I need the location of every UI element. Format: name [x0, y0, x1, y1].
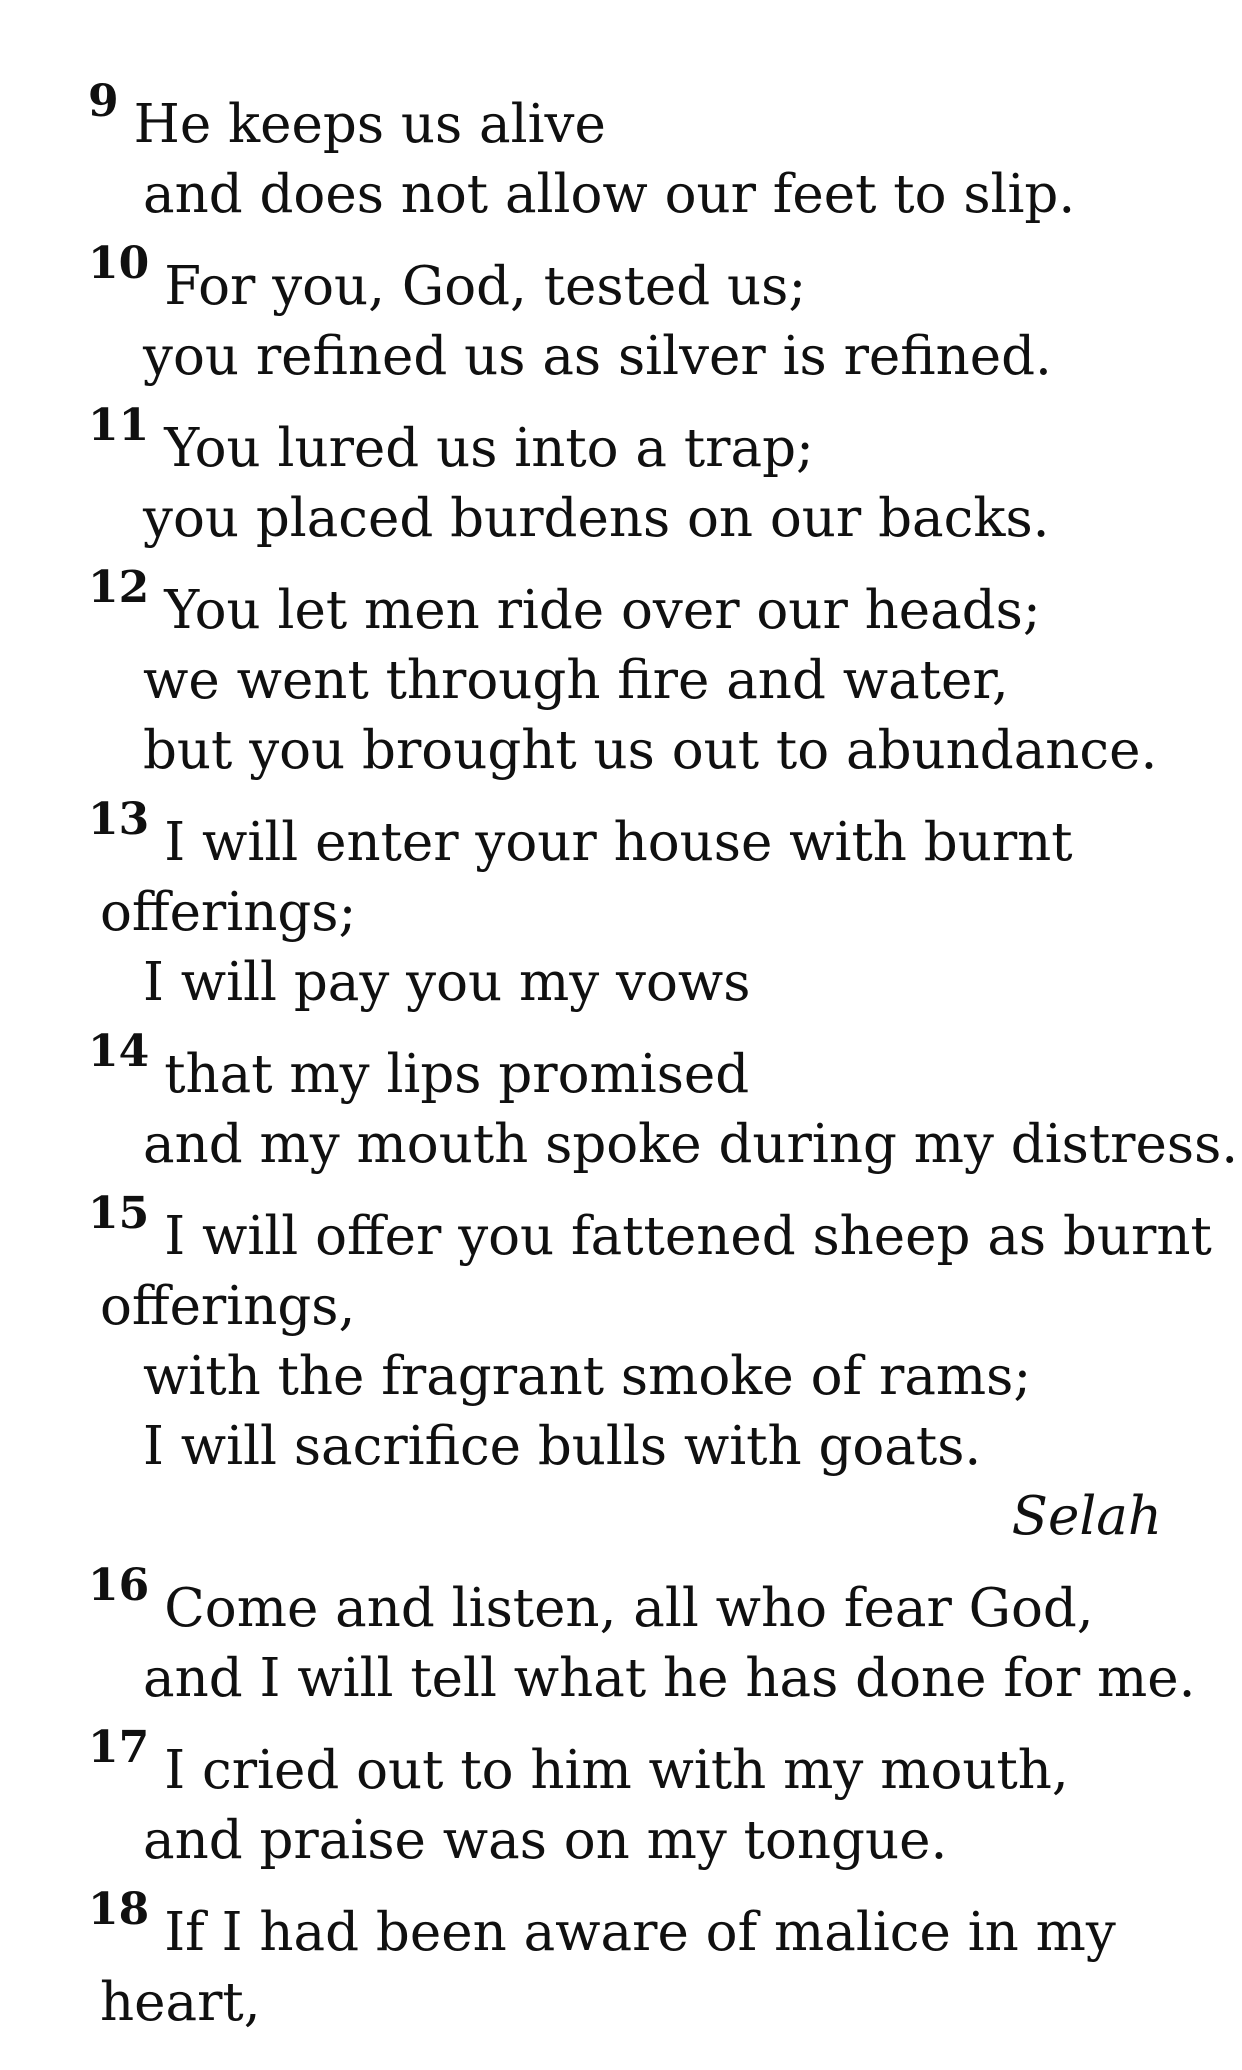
- verse: [0, 76, 1242, 230]
- verse-line: [0, 1968, 1242, 2038]
- verse-line-text: and praise was on my tongue.: [143, 1810, 948, 1871]
- verse-line: [0, 948, 1242, 1018]
- selah-marker: [0, 1482, 1242, 1552]
- verse-line: [0, 160, 1242, 230]
- verse-line-text: He keeps us alive: [133, 94, 606, 155]
- verse-line-text: I will pay you my vows: [143, 952, 751, 1013]
- verse-line-text: I will enter your house with burnt: [164, 812, 1073, 873]
- verse-line-text: but you brought us out to abundance.: [143, 720, 1158, 781]
- verse-line-text: I will offer you fattened sheep as burnt: [164, 1206, 1212, 1267]
- verse-line: [0, 484, 1242, 554]
- verse-line: 16 Come and listen, all who fear God,: [88, 1560, 1094, 1639]
- verse: [0, 1884, 1242, 2038]
- verse-line-text: I will sacrifice bulls with goats.: [143, 1416, 982, 1477]
- verse-line: [0, 1412, 1242, 1482]
- verse-line-text: we went through fire and water,: [143, 650, 1009, 711]
- verse-line-text: If I had been aware of malice in my: [164, 1902, 1116, 1963]
- verse-line-text: you placed burdens on our backs.: [143, 488, 1050, 549]
- verse-line: 18 If I had been aware of malice in my: [88, 1884, 1116, 1963]
- verse-line: [0, 646, 1242, 716]
- verse-line: 11 You lured us into a trap;: [88, 400, 814, 479]
- verse-line: 13 I will enter your house with burnt: [88, 794, 1073, 873]
- verse-line-text: and I will tell what he has done for me.: [143, 1648, 1196, 1709]
- verse-line: [0, 1272, 1242, 1342]
- verse: [0, 794, 1242, 1018]
- verse-line: 17 I cried out to him with my mouth,: [88, 1722, 1069, 1801]
- verse: [0, 400, 1242, 554]
- verse-line: 9 He keeps us alive: [88, 76, 606, 155]
- verse-line: 14 that my lips promised: [88, 1026, 750, 1105]
- verse: [0, 238, 1242, 392]
- verse: [0, 1722, 1242, 1876]
- verse-line: [0, 1644, 1242, 1714]
- verse-line-text: heart,: [100, 1972, 261, 2033]
- verse-line-text: you refined us as silver is refined.: [143, 326, 1052, 387]
- verse-line-text: You lured us into a trap;: [164, 418, 814, 479]
- verse-line: 15 I will offer you fattened sheep as burnt: [88, 1188, 1212, 1267]
- verse: [0, 1560, 1242, 1714]
- verse-line-text: I cried out to him with my mouth,: [164, 1740, 1069, 1801]
- verse: [0, 562, 1242, 786]
- verse-line: [0, 1342, 1242, 1412]
- verse-line: 12 You let men ride over our heads;: [88, 562, 1041, 641]
- verse-line-text: that my lips promised: [164, 1044, 750, 1105]
- verse-line: [0, 322, 1242, 392]
- selah-text: Selah: [1011, 1486, 1162, 1547]
- verse-line-text: You let men ride over our heads;: [164, 580, 1041, 641]
- verse-line-text: and my mouth spoke during my distress.: [143, 1114, 1239, 1175]
- verse-line-text: Come and listen, all who fear God,: [164, 1578, 1094, 1639]
- verse-line-text: offerings,: [100, 1276, 356, 1337]
- verse-line: 10 For you, God, tested us;: [88, 238, 807, 317]
- verse: [0, 1026, 1242, 1180]
- verse: [0, 1188, 1242, 1552]
- verse-line-text: For you, God, tested us;: [164, 256, 807, 317]
- verse-line: [0, 878, 1242, 948]
- verse-line: [0, 1110, 1242, 1180]
- verse-line-text: offerings;: [100, 882, 357, 943]
- verse-line-text: with the fragrant smoke of rams;: [143, 1346, 1032, 1407]
- verse-line-text: and does not allow our feet to slip.: [143, 164, 1076, 225]
- verse-line: [0, 716, 1242, 786]
- verse-line: [0, 1806, 1242, 1876]
